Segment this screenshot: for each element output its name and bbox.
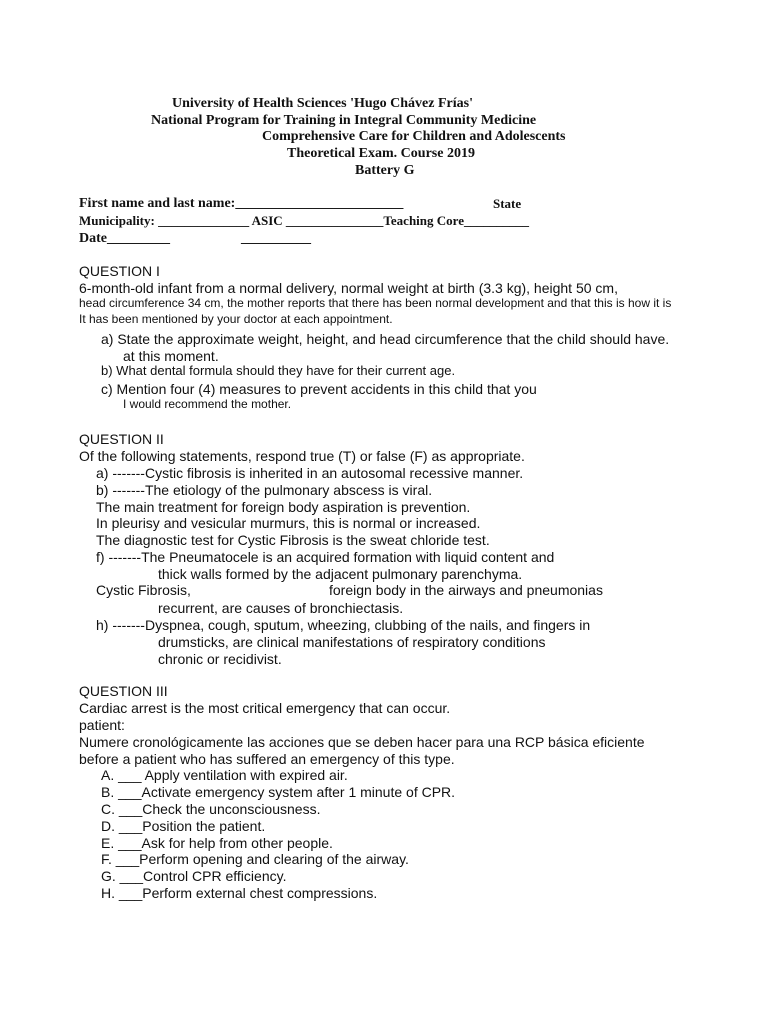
q1-text-line3: It has been mentioned by your doctor at each appointment. — [79, 312, 393, 326]
q1-text-line2: head circumference 34 cm, the mother reports that there has been normal development and that this is how it is — [79, 296, 672, 310]
q2-statement-c: The main treatment for foreign body aspiration is prevention. — [96, 499, 471, 515]
q2-statement-h-line3: chronic or recidivist. — [158, 651, 282, 667]
q2-statement-h-line1: h) -------Dyspnea, cough, sputum, wheezing, clubbing of the nails, and fingers in — [96, 617, 591, 633]
q3-item-g: G. ___Control CPR efficiency. — [101, 868, 287, 884]
q2-statement-g-line1b: foreign body in the airways and pneumonias — [329, 582, 603, 598]
q3-title: QUESTION III — [79, 683, 168, 699]
q2-statement-g-line1a: Cystic Fibrosis, — [96, 582, 191, 598]
header-university: University of Health Sciences 'Hugo Chávez Frías' — [172, 96, 473, 111]
q1-item-a-line1: a) State the approximate weight, height, and head circumference that the child should have. — [101, 331, 670, 347]
q3-item-c: C. ___Check the unconsciousness. — [101, 801, 321, 817]
q2-statement-f-line2: thick walls formed by the adjacent pulmonary parenchyma. — [158, 566, 523, 582]
q3-text-line3: Numere cronológicamente las acciones que se deben hacer para una RCP básica eficiente — [79, 734, 645, 750]
municipality-field-line: Municipality: ______________ ASIC _______________Teaching Core__________ — [79, 213, 529, 228]
q1-item-a-line2: at this moment. — [123, 348, 219, 364]
q3-item-a: A. ___ Apply ventilation with expired air. — [101, 767, 348, 783]
q3-item-b: B. ___Activate emergency system after 1 minute of CPR. — [101, 784, 456, 800]
q3-text-line4: before a patient who has suffered an emergency of this type. — [79, 751, 455, 767]
q1-item-c-line2: I would recommend the mother. — [123, 397, 292, 411]
q2-title: QUESTION II — [79, 431, 164, 447]
q2-intro: Of the following statements, respond true (T) or false (F) as appropriate. — [79, 448, 525, 464]
q1-item-b: b) What dental formula should they have for their current age. — [101, 363, 456, 378]
q2-statement-e: The diagnostic test for Cystic Fibrosis is the sweat chloride test. — [96, 532, 490, 548]
q3-item-f: F. ___Perform opening and clearing of the airway. — [101, 851, 409, 867]
header-battery: Battery G — [355, 163, 415, 178]
q2-statement-g-line2: recurrent, are causes of bronchiectasis. — [158, 600, 404, 616]
q3-item-h: H. ___Perform external chest compressions. — [101, 885, 378, 901]
header-program: National Program for Training in Integral Community Medicine — [151, 113, 537, 128]
q2-statement-h-line2: drumsticks, are clinical manifestations of respiratory conditions — [158, 634, 546, 650]
q2-statement-f-line1: f) -------The Pneumatocele is an acquired formation with liquid content and — [96, 549, 555, 565]
q2-statement-d: In pleurisy and vesicular murmurs, this is normal or increased. — [96, 515, 481, 531]
name-field-line: First name and last name:________________________ — [79, 196, 404, 211]
date-field-line-extra: __________ — [241, 231, 311, 246]
q2-statement-a: a) -------Cystic fibrosis is inherited in an autosomal recessive manner. — [96, 465, 524, 481]
q3-text-line2: patient: — [79, 717, 125, 733]
q3-item-d: D. ___Position the patient. — [101, 818, 266, 834]
q3-item-e: E. ___Ask for help from other people. — [101, 835, 333, 851]
q1-item-c-line1: c) Mention four (4) measures to prevent accidents in this child that you — [101, 381, 537, 397]
q2-statement-b: b) -------The etiology of the pulmonary abscess is viral. — [96, 482, 433, 498]
header-course-area: Comprehensive Care for Children and Adolescents — [262, 129, 566, 144]
state-label: State — [493, 196, 522, 211]
header-exam-title: Theoretical Exam. Course 2019 — [287, 146, 475, 161]
q3-text-line1: Cardiac arrest is the most critical emergency that can occur. — [79, 700, 451, 716]
q1-text-line1: 6-month-old infant from a normal delivery, normal weight at birth (3.3 kg), height 50 cm, — [79, 280, 618, 296]
date-field-line: Date_________ — [79, 231, 170, 246]
q1-title: QUESTION I — [79, 263, 160, 279]
